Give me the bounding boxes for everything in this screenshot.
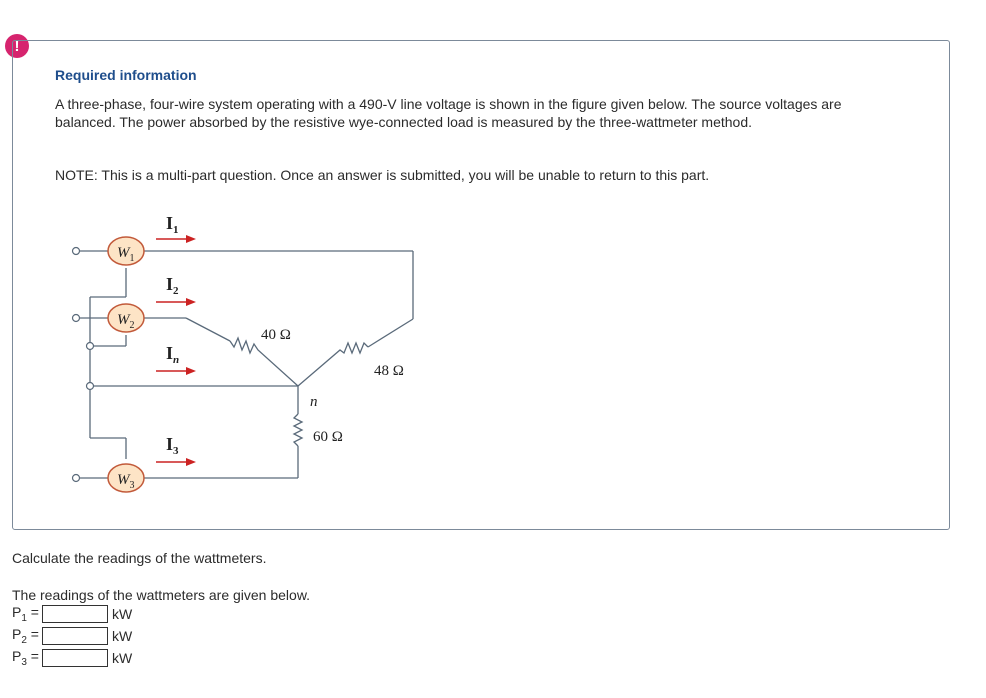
- info-body: A three-phase, four-wire system operating with a 490-V line voltage is shown in the figure given below. The source voltages are balanced. The power absorbed by the resistive wye-connected load is measured by the three-wattmeter method.: [55, 96, 842, 130]
- current-label-i1: $I_1$: [166, 213, 179, 236]
- question-text: Calculate the readings of the wattmeters.: [12, 550, 267, 566]
- alert-icon: !: [5, 34, 29, 58]
- svg-text:W2: $W_2$: [117, 312, 135, 331]
- answers-intro: The readings of the wattmeters are given below.: [12, 587, 311, 603]
- wattmeter-w2: [108, 304, 144, 332]
- answer-row-p1: [12, 604, 132, 624]
- answer-row-p2: [12, 626, 132, 646]
- required-information-panel: [12, 40, 950, 530]
- unit-label: kW: [112, 650, 133, 666]
- current-label-i3: $I_3$: [166, 434, 179, 457]
- unit-label: kW: [112, 628, 133, 644]
- wattmeter-w3: [108, 464, 144, 492]
- info-heading: Required information: [55, 67, 197, 83]
- answer-label: $P_3$ =: [12, 648, 39, 668]
- answer-label: $P_1$ =: [12, 604, 39, 624]
- svg-text:W3: $W_3$: [117, 472, 135, 491]
- resistor-label-48: 48 Ω: [374, 363, 404, 379]
- circuit-diagram: [68, 201, 448, 501]
- current-label-in: $I_n$: [166, 343, 180, 366]
- answer-row-p3: [12, 648, 132, 668]
- neutral-label: n: [310, 394, 318, 410]
- note-text: NOTE: This is a multi-part question. Once an answer is submitted, you will be unable to return to this part.: [55, 167, 710, 183]
- unit-label: kW: [112, 606, 133, 622]
- resistor-label-60: 60 Ω: [313, 429, 343, 445]
- svg-text:W1: $W_1$: [117, 245, 135, 264]
- resistor-label-40: 40 Ω: [261, 327, 291, 343]
- p1-input[interactable]: [42, 605, 108, 623]
- current-label-i2: $I_2$: [166, 274, 179, 297]
- p3-input[interactable]: [42, 649, 108, 667]
- wattmeter-w1: [108, 237, 144, 265]
- p2-input[interactable]: [42, 627, 108, 645]
- answer-label: $P_2$ =: [12, 626, 39, 646]
